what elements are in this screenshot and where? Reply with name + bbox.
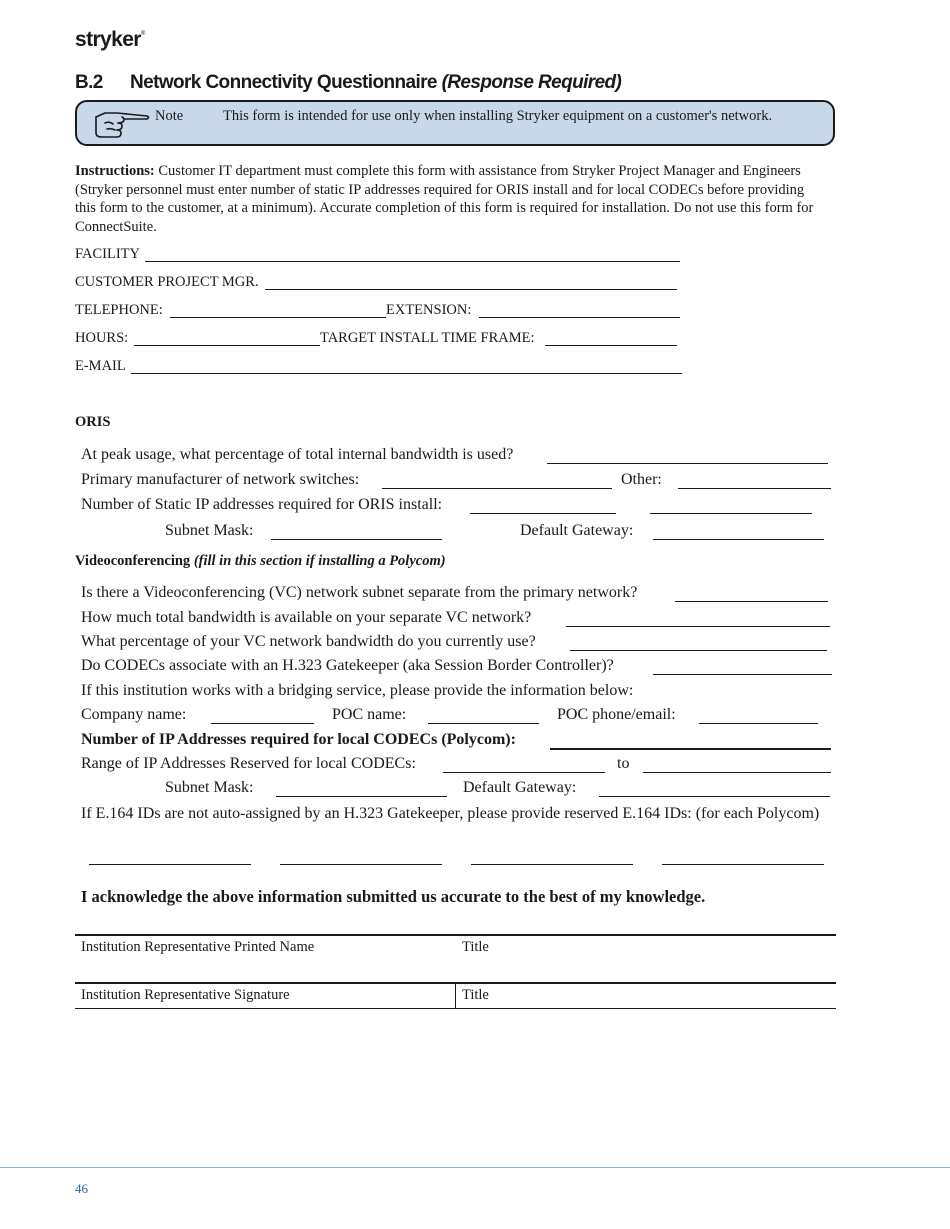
vc-default-gateway-field[interactable] <box>599 796 830 797</box>
oris-default-gateway-label: Default Gateway: <box>520 522 634 539</box>
facility-field[interactable] <box>145 261 680 262</box>
vc-heading-note: (fill in this section if installing a Polycom) <box>193 553 446 569</box>
vc-range-end-field[interactable] <box>643 772 831 773</box>
signature-table-bottom-rule <box>75 1008 836 1009</box>
logo-registered-mark: ® <box>140 31 145 37</box>
e164-id-field-4[interactable] <box>662 864 824 865</box>
vc-poc-phone-field[interactable] <box>699 723 818 724</box>
extension-field[interactable] <box>479 317 680 318</box>
vc-default-gateway-label: Default Gateway: <box>463 779 577 796</box>
email-label: E-MAIL <box>75 358 126 374</box>
section-title: Network Connectivity Questionnaire <box>130 72 437 93</box>
acknowledgement-statement: I acknowledge the above information submitted us accurate to the best of my knowledge. <box>81 887 706 906</box>
printed-name-label: Institution Representative Printed Name <box>81 939 315 955</box>
vc-poc-name-field[interactable] <box>428 723 539 724</box>
oris-manufacturer-question: Primary manufacturer of network switches: <box>81 471 360 488</box>
oris-other-label: Other: <box>621 471 662 488</box>
oris-static-ip-field-2[interactable] <box>650 513 812 514</box>
oris-default-gateway-field[interactable] <box>653 539 824 540</box>
vc-total-bandwidth-field[interactable] <box>566 626 830 627</box>
hours-field[interactable] <box>134 345 320 346</box>
telephone-field[interactable] <box>170 317 386 318</box>
telephone-label: TELEPHONE: <box>75 302 163 318</box>
hours-label: HOURS: <box>75 330 129 346</box>
vc-percent-bandwidth-field[interactable] <box>570 650 827 651</box>
instructions-label: Instructions: <box>75 163 155 179</box>
section-heading <box>75 72 621 94</box>
email-field[interactable] <box>131 373 682 374</box>
title-label-1: Title <box>462 939 489 955</box>
vc-num-ip-question: Number of IP Addresses required for local CODECs (Polycom): <box>81 731 516 748</box>
e164-id-field-1[interactable] <box>89 864 251 865</box>
oris-heading: ORIS <box>75 414 111 430</box>
oris-other-field[interactable] <box>678 488 831 489</box>
vc-company-name-field[interactable] <box>211 723 314 724</box>
vc-heading-title: Videoconferencing <box>75 553 191 569</box>
vc-subnet-mask-field[interactable] <box>276 796 447 797</box>
logo-text: stryker <box>75 28 141 51</box>
extension-label: EXTENSION: <box>386 302 472 318</box>
vc-subnet-mask-label: Subnet Mask: <box>165 779 254 796</box>
vc-num-ip-field[interactable] <box>550 748 831 750</box>
vc-percent-bandwidth-question: What percentage of your VC network bandwidth do you currently use? <box>81 633 536 650</box>
facility-label: FACILITY <box>75 246 140 262</box>
vc-gatekeeper-field[interactable] <box>653 674 832 675</box>
vc-range-start-field[interactable] <box>443 772 605 773</box>
note-text: This form is intended for use only when installing Stryker equipment on a customer's network. <box>223 108 773 124</box>
vc-e164-question: If E.164 IDs are not auto-assigned by an H.323 Gatekeeper, please provide reserved E.164 IDs: (for each Polycom) <box>81 805 820 822</box>
instructions-paragraph <box>75 162 827 236</box>
oris-bandwidth-question: At peak usage, what percentage of total internal bandwidth is used? <box>81 446 514 463</box>
target-install-field[interactable] <box>545 345 677 346</box>
project-mgr-field[interactable] <box>265 289 677 290</box>
oris-subnet-mask-field[interactable] <box>271 539 442 540</box>
signature-label: Institution Representative Signature <box>81 987 290 1003</box>
footer-rule <box>0 1167 950 1168</box>
vc-poc-phone-label: POC phone/email: <box>557 706 676 723</box>
oris-static-ip-field[interactable] <box>470 513 616 514</box>
vc-total-bandwidth-question: How much total bandwidth is available on your separate VC network? <box>81 609 532 626</box>
vc-range-to-label: to <box>617 755 630 772</box>
project-mgr-label: CUSTOMER PROJECT MGR. <box>75 274 259 290</box>
signature-table-divider <box>455 983 456 1008</box>
signature-table-top-rule <box>75 934 836 936</box>
section-number: B.2 <box>75 72 103 93</box>
instructions-text: Customer IT department must complete this form with assistance from Stryker Project Manager and Engineers (Stryker personnel must enter number of static IP addresses required for ORIS install and for local CODECs before providing this form to the customer, at a minimum). Accurate completion of this form is required for installation. Do not use this form for ConnectSuite. <box>75 163 814 235</box>
note-label: Note <box>155 108 184 124</box>
vc-gatekeeper-question: Do CODECs associate with an H.323 Gatekeeper (aka Session Border Controller)? <box>81 657 614 674</box>
vc-heading <box>75 553 446 570</box>
target-install-label: TARGET INSTALL TIME FRAME: <box>320 330 535 346</box>
pointing-hand-icon <box>93 107 151 146</box>
vc-bridging-question: If this institution works with a bridging service, please provide the information below: <box>81 682 634 699</box>
e164-id-field-2[interactable] <box>280 864 442 865</box>
oris-subnet-mask-label: Subnet Mask: <box>165 522 254 539</box>
e164-id-field-3[interactable] <box>471 864 633 865</box>
page-number: 46 <box>75 1181 88 1196</box>
stryker-logo <box>75 28 145 52</box>
vc-subnet-field[interactable] <box>675 601 828 602</box>
section-title-emphasis: (Response Required) <box>441 72 622 93</box>
oris-static-ip-question: Number of Static IP addresses required for ORIS install: <box>81 496 443 513</box>
vc-poc-name-label: POC name: <box>332 706 407 723</box>
oris-manufacturer-field[interactable] <box>382 488 612 489</box>
note-box <box>75 100 835 146</box>
vc-subnet-question: Is there a Videoconferencing (VC) network subnet separate from the primary network? <box>81 584 638 601</box>
vc-range-question: Range of IP Addresses Reserved for local CODECs: <box>81 755 416 772</box>
vc-company-name-label: Company name: <box>81 706 187 723</box>
oris-bandwidth-field[interactable] <box>547 463 828 464</box>
title-label-2: Title <box>462 987 489 1003</box>
